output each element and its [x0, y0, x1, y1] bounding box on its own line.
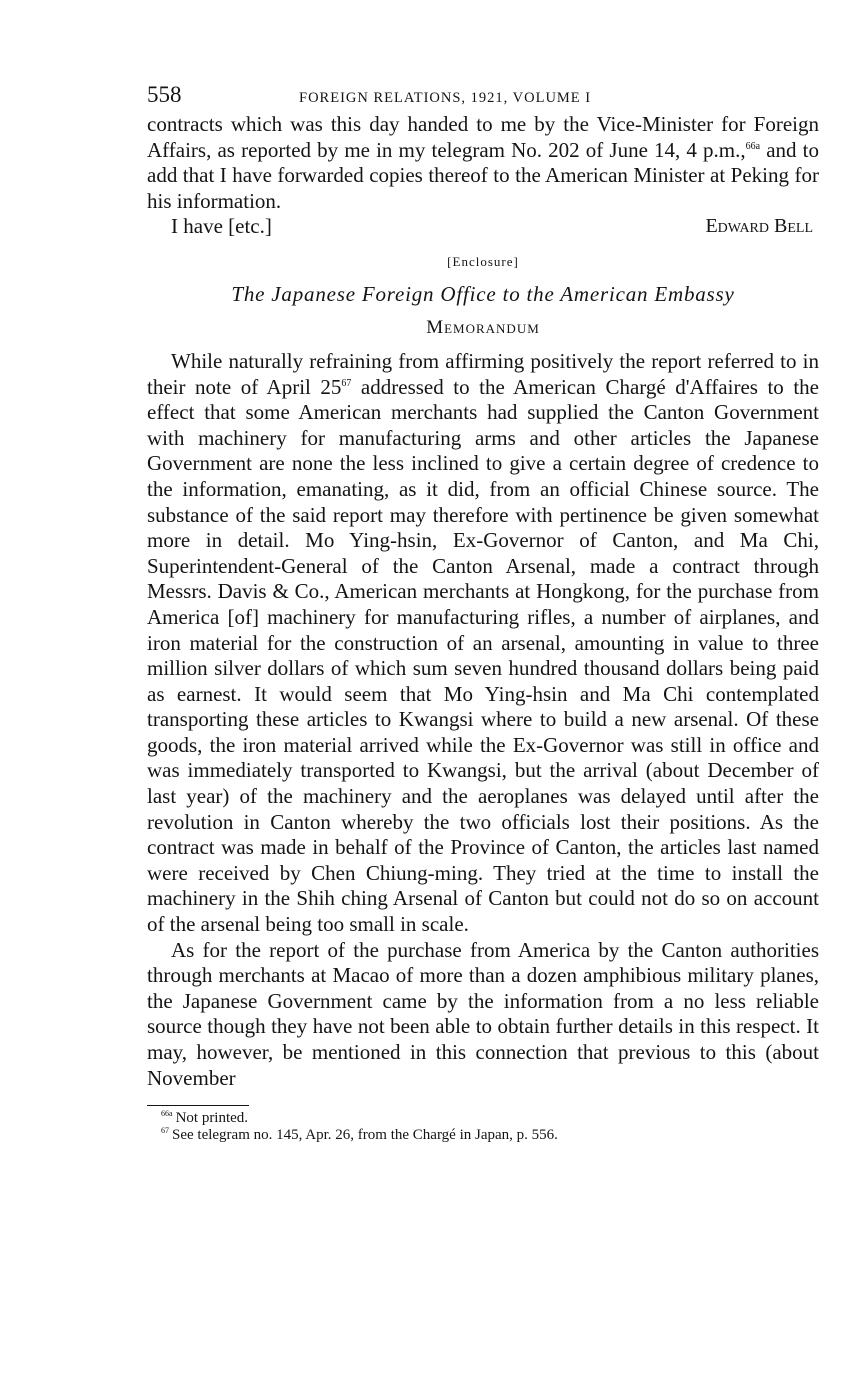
signature: Edward Bell [705, 215, 813, 238]
memo-paragraph-1 [147, 349, 819, 938]
document-page [147, 82, 819, 1144]
footnote-mark: 66a [161, 1109, 173, 1119]
closing-line [147, 214, 819, 240]
footnote-text: Not printed. [175, 1110, 249, 1127]
footnote-66a [147, 1110, 819, 1127]
footnote-divider [147, 1105, 249, 1106]
running-head: FOREIGN RELATIONS, 1921, VOLUME I [299, 90, 592, 106]
memo-title: Memorandum [426, 316, 540, 338]
footnote-67 [147, 1127, 819, 1144]
memo-p1-text-a: While naturally refraining from affirming positively the report referred to in their note of April 25 [147, 348, 819, 399]
memo-paragraph-2: As for the report of the purchase from America by the Canton authorities through merchants at Macao of more than a dozen amphibious military planes, the Japanese Government came by the information from a no less reliable source though they have not been able to obtain further details in this respect. It may, however, be mentioned in this connection that previous to this (about November [147, 937, 819, 1090]
page-header [147, 82, 819, 112]
enclosure-label: [Enclosure] [447, 253, 519, 269]
opening-paragraph [147, 112, 819, 214]
footnote-text: See telegram no. 145, Apr. 26, from the Chargé in Japan, p. 556. [172, 1127, 558, 1144]
memo-p1-text-b: addressed to the American Chargé d'Affaires to the effect that some American merchants had supplied the Canton Government with machinery for manufacturing arms and other articles the Japanese Government are none the less inclined to give a certain degree of credence to the information, emanating, as it did, from an official Chinese source. The substance of the said report may therefore with pertinence be given somewhat more in detail. Mo Ying-hsin, Ex-Governor of Canton, and Ma Chi, Superintendent-General of the Canton Arsenal, made a contract through Messrs. Davis & Co., American merchants at Hongkong, for the purchase from America [of] machinery for manufacturing rifles, a number of airplanes, and iron material for the construction of an arsenal, amounting in value to three million silver dollars of which sum seven hundred thousand dollars being paid as earnest. It would seem that Mo Ying-hsin and Ma Chi contemplated transporting these articles to Kwangsi where to build a new arsenal. Of these goods, the iron material arrived while the Ex-Governor was still in office and was immediately transported to Kwangsi, but the arrival (about December of last year) of the machinery and the aeroplanes was delayed until after the revolution in Canton whereby the two officials lost their positions. As the contract was made in behalf of the Province of Canton, the articles last named were received by Chen Chiung-ming. They tried at the time to install the machinery in the Shih ching Arsenal of Canton but could not do so on account of the arsenal being too small in scale. [147, 374, 819, 937]
footnote-ref-67[interactable]: 67 [341, 377, 352, 389]
opening-text-2: and to add that I have forwarded copies thereof to the American Minister at Peking for his information. [147, 137, 819, 213]
opening-text-1: contracts which was this day handed to me by the Vice-Minister for Foreign Affairs, as reported by me in my telegram No. 202 of June 14, 4 p.m., [147, 112, 819, 162]
footnote-mark: 67 [161, 1126, 169, 1136]
complimentary-close: I have [etc.] [171, 214, 272, 239]
page-number: 558 [147, 82, 182, 107]
enclosure-heading: The Japanese Foreign Office to the American Embassy [231, 281, 735, 306]
footnote-ref-66a[interactable]: 66a [745, 140, 761, 152]
